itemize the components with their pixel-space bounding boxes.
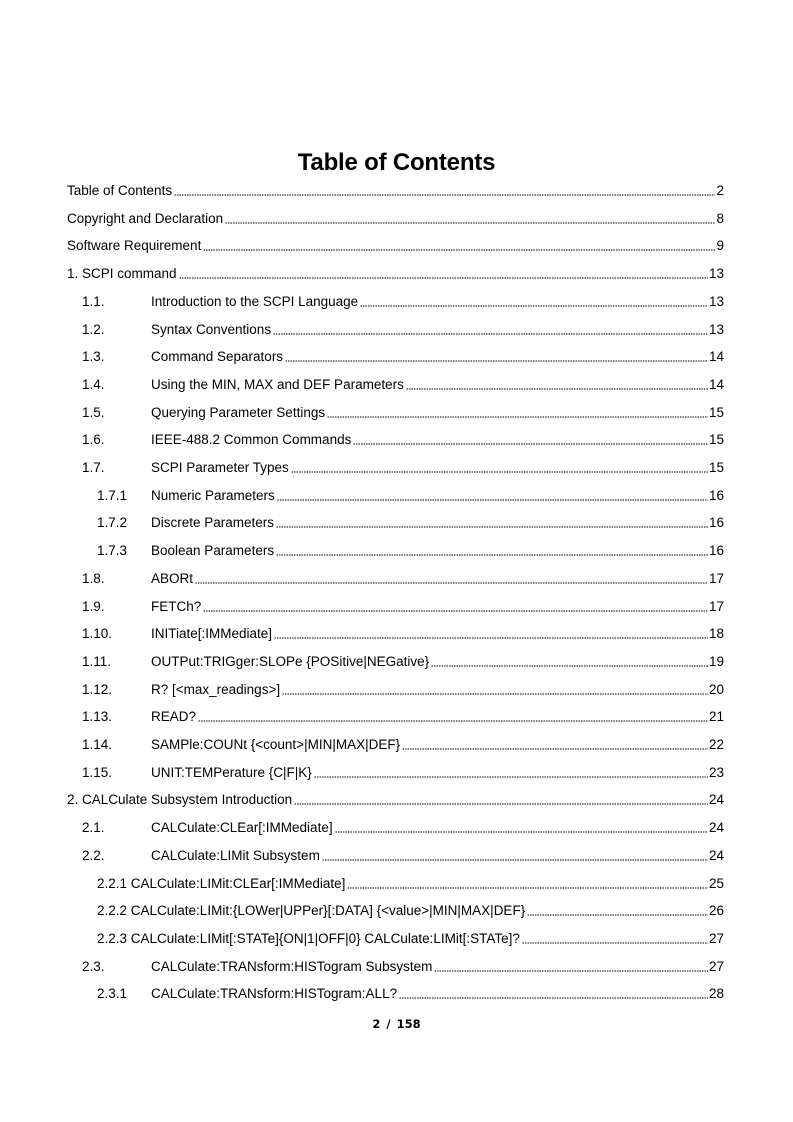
- toc-entry-number: 1.1.: [82, 293, 105, 309]
- toc-entry[interactable]: [0, 652, 793, 672]
- toc-entry-number: 1.2.: [82, 321, 105, 337]
- toc-entry[interactable]: [0, 430, 793, 450]
- toc-dot-leader: [294, 802, 708, 806]
- toc-entry-page-number: 16: [708, 487, 724, 503]
- toc-entry[interactable]: [0, 513, 793, 533]
- toc-entry-number: 1.5.: [82, 404, 105, 420]
- toc-dot-leader: [277, 498, 708, 502]
- toc-dot-leader: [406, 387, 708, 391]
- toc-entry-number: 1.4.: [82, 376, 105, 392]
- toc-dot-leader: [399, 996, 708, 1000]
- toc-entry-title: INITiate[:IMMediate]: [151, 626, 273, 642]
- toc-dot-leader: [360, 304, 708, 308]
- toc-entry-page-number: 16: [708, 515, 724, 531]
- toc-entry-number: 1.11.: [82, 653, 112, 669]
- toc-entry[interactable]: [0, 680, 793, 700]
- toc-dot-leader: [273, 332, 708, 336]
- toc-entry[interactable]: [0, 735, 793, 755]
- toc-entry-page-number: 14: [708, 349, 724, 365]
- toc-entry-number: 2.1.: [82, 820, 105, 836]
- toc-entry[interactable]: [0, 846, 793, 866]
- toc-entry[interactable]: [0, 181, 793, 201]
- toc-entry-title: Syntax Conventions: [151, 321, 272, 337]
- toc-entry-page-number: 13: [708, 321, 724, 337]
- toc-dot-leader: [195, 581, 708, 585]
- toc-entry-number: 1.15.: [82, 764, 113, 780]
- toc-entry-title: UNIT:TEMPerature {C|F|K}: [151, 764, 312, 780]
- toc-entry-page-number: 21: [708, 709, 724, 725]
- toc-entry[interactable]: [0, 874, 793, 894]
- toc-entry-title: Copyright and Declaration: [67, 210, 224, 226]
- toc-entry-number: 2.3.: [82, 958, 105, 974]
- toc-entry-title: SAMPle:COUNt {<count>|MIN|MAX|DEF}: [151, 737, 401, 752]
- toc-entry[interactable]: [0, 236, 793, 256]
- toc-entry-page-number: 15: [708, 460, 724, 475]
- toc-dot-leader: [203, 248, 715, 252]
- toc-entry-number: 1.10.: [82, 626, 113, 642]
- toc-entry-title: Querying Parameter Settings: [151, 404, 326, 420]
- toc-entry-title: Numeric Parameters: [151, 487, 275, 503]
- toc-entry-number: 1.7.: [82, 460, 105, 475]
- toc-entry-title: Software Requirement: [67, 238, 202, 254]
- toc-entry-number: 1.6.: [82, 432, 105, 448]
- toc-entry-number: 1.13.: [82, 709, 113, 725]
- toc-entry-page-number: 16: [708, 543, 724, 559]
- toc-entry-page-number: 28: [708, 986, 724, 1002]
- toc-dot-leader: [431, 664, 708, 668]
- toc-entry-page-number: 13: [708, 293, 724, 309]
- toc-dot-leader: [322, 858, 708, 862]
- toc-entry-title: Using the MIN, MAX and DEF Parameters: [151, 376, 404, 392]
- toc-entry-title: Boolean Parameters: [151, 543, 275, 559]
- toc-entry-title: R? [<max_readings>]: [151, 681, 281, 697]
- page-number-footer: 2 / 158: [372, 1017, 421, 1031]
- toc-entry-title: CALCulate:LIMit Subsystem: [151, 847, 320, 863]
- toc-dot-leader: [276, 525, 708, 529]
- toc-entry-page-number: 25: [708, 875, 724, 891]
- toc-dot-leader: [282, 692, 708, 696]
- toc-entry[interactable]: [0, 707, 793, 727]
- toc-dot-leader: [347, 886, 708, 890]
- toc-entry[interactable]: [0, 790, 793, 810]
- toc-entry-page-number: 14: [708, 376, 724, 392]
- toc-entry-page-number: 15: [708, 404, 724, 420]
- toc-entry-number: 1.7.2: [97, 515, 128, 531]
- toc-entry[interactable]: [0, 375, 793, 395]
- toc-entry-page-number: 17: [708, 570, 724, 586]
- toc-entry-number: 1.14.: [82, 737, 113, 752]
- toc-entry-title: 2.2.3 CALCulate:LIMit[:STATe]{ON|1|OFF|0} CALCulate:LIMit[:STATe]?: [97, 930, 520, 946]
- toc-entry-page-number: 8: [716, 210, 724, 226]
- toc-dot-leader: [527, 913, 708, 917]
- toc-entry[interactable]: [0, 403, 793, 423]
- toc-entry[interactable]: [0, 569, 793, 589]
- toc-entry[interactable]: [0, 929, 793, 949]
- toc-entry-title: 2.2.2 CALCulate:LIMit:{LOWer|UPPer}[:DATA] {<value>|MIN|MAX|DEF}: [97, 903, 526, 919]
- toc-dot-leader: [285, 359, 708, 363]
- toc-entry-number: 1.3.: [82, 349, 105, 365]
- toc-entry[interactable]: [0, 264, 793, 284]
- toc-entry[interactable]: [0, 209, 793, 229]
- toc-dot-leader: [434, 969, 708, 973]
- toc-entry-title: READ?: [151, 709, 197, 725]
- toc-entry-page-number: 18: [708, 626, 724, 642]
- toc-entry-title: SCPI Parameter Types: [151, 460, 289, 475]
- toc-entry-title: Introduction to the SCPI Language: [151, 293, 359, 309]
- toc-entry-number: 1.7.3: [97, 543, 128, 559]
- toc-entry-title: 1. SCPI command: [67, 266, 177, 282]
- toc-entry[interactable]: [0, 957, 793, 977]
- toc-entry-number: 1.8.: [82, 570, 105, 586]
- toc-entry-title: ABORt: [151, 570, 194, 586]
- toc-entry[interactable]: [0, 818, 793, 838]
- toc-entry-title: CALCulate:TRANsform:HISTogram:ALL?: [151, 986, 398, 1002]
- toc-entry[interactable]: [0, 763, 793, 783]
- toc-entry-page-number: 27: [708, 958, 724, 974]
- toc-dot-leader: [274, 636, 708, 640]
- toc-entry[interactable]: [0, 901, 793, 921]
- toc-entry[interactable]: [0, 458, 793, 478]
- page-title: Table of Contents: [297, 149, 496, 176]
- toc-entry-number: 1.9.: [82, 598, 105, 614]
- toc-entry-title: OUTPut:TRIGger:SLOPe {POSitive|NEGative}: [151, 653, 430, 669]
- toc-entry-title: Table of Contents: [67, 183, 173, 198]
- toc-entry-title: Discrete Parameters: [151, 515, 275, 531]
- toc-entry[interactable]: [0, 541, 793, 561]
- toc-entry-page-number: 23: [708, 764, 724, 780]
- toc-entry-page-number: 24: [708, 847, 724, 863]
- toc-entry-page-number: 27: [708, 930, 724, 946]
- toc-entry[interactable]: [0, 624, 793, 644]
- toc-entry-page-number: 13: [708, 266, 724, 282]
- toc-entry-page-number: 19: [708, 653, 724, 669]
- toc-entry-title: CALCulate:CLEar[:IMMediate]: [151, 820, 333, 836]
- toc-dot-leader: [174, 193, 715, 197]
- toc-entry-number: 2.3.1: [97, 986, 128, 1002]
- toc-entry-page-number: 24: [708, 820, 724, 836]
- toc-entry-page-number: 15: [708, 432, 724, 448]
- toc-entry-title: CALCulate:TRANsform:HISTogram Subsystem: [151, 958, 433, 974]
- toc-dot-leader: [353, 442, 708, 446]
- toc-dot-leader: [522, 941, 708, 945]
- toc-entry[interactable]: [0, 292, 793, 312]
- toc-entry-title: Command Separators: [151, 349, 284, 365]
- toc-entry-page-number: 24: [708, 792, 724, 808]
- toc-entry[interactable]: [0, 597, 793, 617]
- toc-entry-page-number: 20: [708, 681, 724, 697]
- toc-entry-title: 2.2.1 CALCulate:LIMit:CLEar[:IMMediate]: [97, 875, 346, 891]
- toc-entry[interactable]: [0, 984, 793, 1004]
- toc-entry-title: FETCh?: [151, 598, 202, 614]
- toc-dot-leader: [402, 747, 708, 751]
- toc-entry-page-number: 2: [716, 183, 724, 198]
- toc-entry-page-number: 22: [708, 737, 724, 752]
- toc-dot-leader: [314, 775, 708, 779]
- toc-dot-leader: [327, 415, 708, 419]
- toc-entry-title: IEEE-488.2 Common Commands: [151, 432, 352, 448]
- toc-dot-leader: [276, 553, 708, 557]
- toc-entry-page-number: 26: [708, 903, 724, 919]
- toc-dot-leader: [203, 609, 708, 613]
- toc-entry[interactable]: [0, 486, 793, 506]
- toc-entry[interactable]: [0, 347, 793, 367]
- toc-dot-leader: [179, 276, 708, 280]
- toc-dot-leader: [291, 470, 708, 474]
- toc-dot-leader: [335, 830, 708, 834]
- toc-dot-leader: [225, 221, 715, 225]
- toc-entry-number: 1.7.1: [97, 487, 128, 503]
- toc-dot-leader: [198, 719, 708, 723]
- toc-entry-number: 1.12.: [82, 681, 113, 697]
- toc-entry-title: 2. CALCulate Subsystem Introduction: [67, 792, 293, 808]
- toc-entry-page-number: 17: [708, 598, 724, 614]
- toc-entry-number: 2.2.: [82, 847, 105, 863]
- toc-entry[interactable]: [0, 320, 793, 340]
- toc-entry-page-number: 9: [716, 238, 724, 254]
